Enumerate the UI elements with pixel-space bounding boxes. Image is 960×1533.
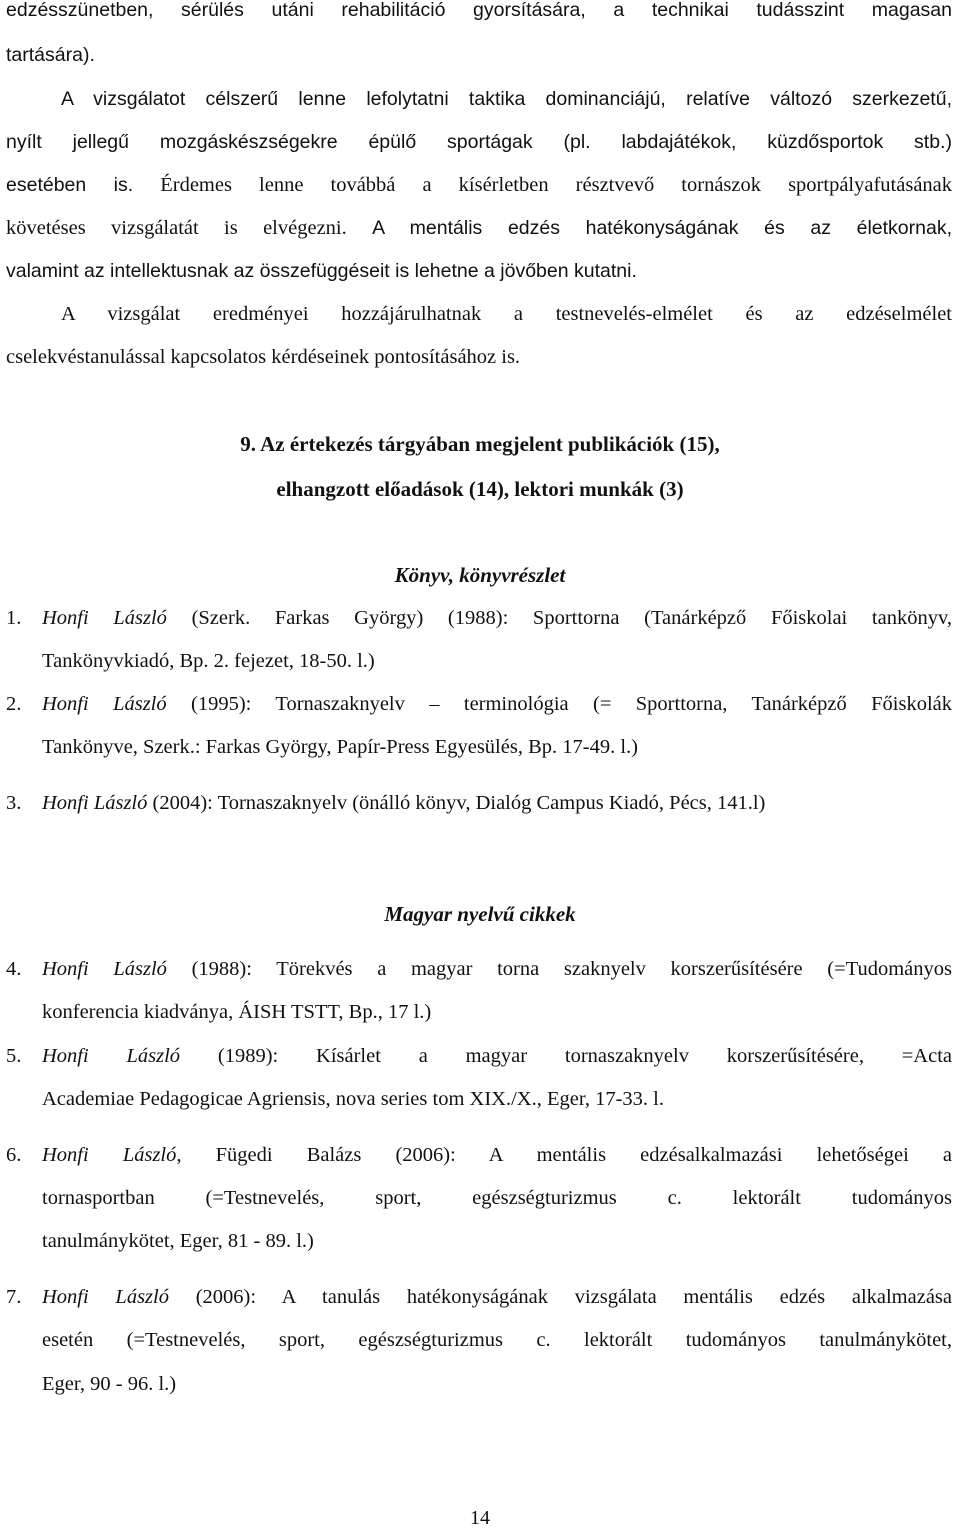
subsection-heading: Könyv, könyvrészlet xyxy=(394,563,566,587)
section-title: elhangzott előadások (14), lektori munkák (3) xyxy=(276,477,684,501)
paragraph-line: A vizsgálatot célszerű lenne lefolytatni taktika dominanciájú, relatíve változó szerkezetű, xyxy=(61,88,952,110)
reference-text: (2004): Tornaszaknyelv (önálló könyv, Dialóg Campus Kiadó, Pécs, 141.l) xyxy=(147,792,766,814)
paragraph-fragment: követéses vizsgálatát is elvégezni. xyxy=(6,217,347,239)
paragraph-line: edzésszünetben, sérülés utáni rehabilitáció gyorsítására, a technikai tudásszint magasan xyxy=(6,0,952,21)
reference-text: (Szerk. Farkas György) (1988): Sporttorna (Tanárképző Főiskolai tankönyv, xyxy=(166,607,952,629)
paragraph-fragment: A mentális edzés hatékonyságának és az életkornak, xyxy=(372,217,952,239)
reference-number: 1. xyxy=(6,607,22,629)
paragraph-fragment: Érdemes lenne továbbá a kísérletben résztvevő tornászok sportpályafutásának xyxy=(160,174,952,196)
paragraph-fragment: esetében is. xyxy=(6,174,134,196)
reference-text: (1988): Törekvés a magyar torna szaknyelv korszerűsítésére (=Tudományos xyxy=(166,958,952,980)
section-title: 9. Az értekezés tárgyában megjelent publikációk (15), xyxy=(240,432,720,456)
subsection-heading: Magyar nyelvű cikkek xyxy=(384,902,576,926)
reference-author: Honfi László xyxy=(42,1144,177,1166)
reference-line xyxy=(42,1140,952,1170)
reference-line: tornasportban (=Testnevelés, sport, egészségturizmus c. lektorált tudományos xyxy=(42,1187,952,1209)
reference-line: tanulmánykötet, Eger, 81 - 89. l.) xyxy=(42,1230,314,1252)
reference-author: Honfi László xyxy=(42,1286,169,1308)
reference-number: 3. xyxy=(6,792,22,814)
reference-text: (2006): A tanulás hatékonyságának vizsgálata mentális edzés alkalmazása xyxy=(168,1286,952,1308)
reference-line: Eger, 90 - 96. l.) xyxy=(42,1373,177,1395)
reference-line xyxy=(42,603,952,633)
reference-number: 5. xyxy=(6,1045,22,1067)
paragraph-line xyxy=(6,170,952,200)
reference-line: esetén (=Testnevelés, sport, egészségturizmus c. lektorált tudományos tanulmánykötet, xyxy=(42,1329,952,1351)
reference-number: 6. xyxy=(6,1144,22,1166)
reference-line: Tankönyve, Szerk.: Farkas György, Papír-Press Egyesülés, Bp. 17-49. l.) xyxy=(42,736,638,758)
reference-line xyxy=(42,1282,952,1312)
page-number: 14 xyxy=(470,1507,490,1529)
reference-line xyxy=(42,954,952,984)
reference-number: 4. xyxy=(6,958,22,980)
reference-line: konferencia kiadványa, ÁISH TSTT, Bp., 17 l.) xyxy=(42,1001,432,1023)
paragraph-line: tartására). xyxy=(6,44,95,66)
paragraph-line: A vizsgálat eredményei hozzájárulhatnak a testnevelés-elmélet és az edzéselmélet xyxy=(61,303,952,325)
reference-line xyxy=(42,788,952,818)
reference-author: Honfi László xyxy=(42,1045,181,1067)
paragraph-line: nyílt jellegű mozgáskészségekre épülő sportágak (pl. labdajátékok, küzdősportok stb.) xyxy=(6,131,952,153)
reference-number: 7. xyxy=(6,1286,22,1308)
reference-author: Honfi László xyxy=(42,693,167,715)
reference-line: Tankönyvkiadó, Bp. 2. fejezet, 18-50. l.) xyxy=(42,650,375,672)
reference-number: 2. xyxy=(6,693,22,715)
reference-text: (1989): Kísárlet a magyar tornaszaknyelv korszerűsítésére, =Acta xyxy=(180,1045,952,1067)
reference-line xyxy=(42,689,952,719)
reference-author: Honfi László xyxy=(42,958,167,980)
paragraph-line xyxy=(6,213,952,243)
reference-author: Honfi László xyxy=(42,792,148,814)
reference-line xyxy=(42,1041,952,1071)
paragraph-line: cselekvéstanulással kapcsolatos kérdéseinek pontosításához is. xyxy=(6,346,521,368)
reference-line: Academiae Pedagogicae Agriensis, nova series tom XIX./X., Eger, 17-33. l. xyxy=(42,1088,664,1110)
reference-author: Honfi László xyxy=(42,607,167,629)
reference-text: , Fügedi Balázs (2006): A mentális edzésalkalmazási lehetőségei a xyxy=(176,1144,952,1166)
reference-text: (1995): Tornaszaknyelv – terminológia (= Sporttorna, Tanárképző Főiskolák xyxy=(166,693,952,715)
paragraph-line: valamint az intellektusnak az összefüggéseit is lehetne a jövőben kutatni. xyxy=(6,260,637,282)
